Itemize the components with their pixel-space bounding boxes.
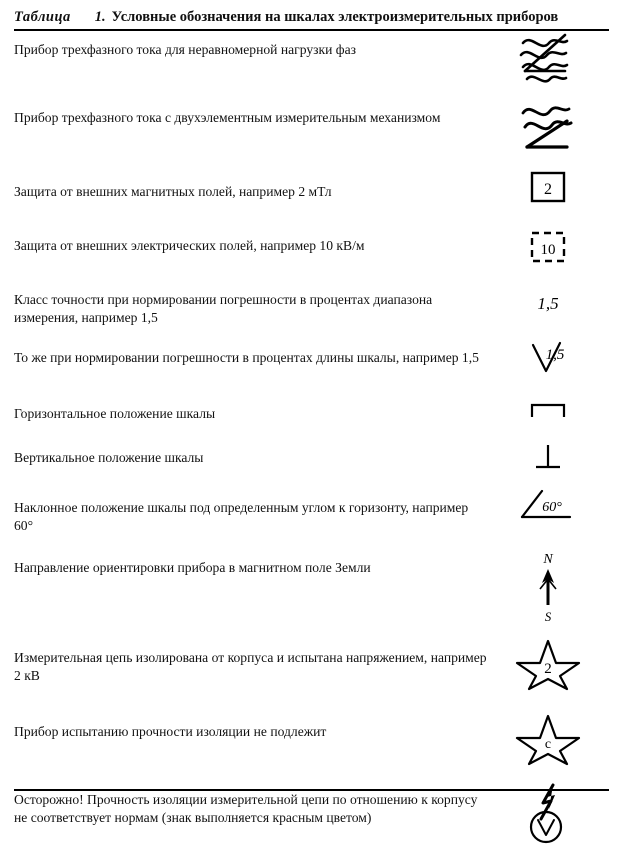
- row-symbol: [488, 549, 609, 635]
- row-symbol: [488, 487, 609, 549]
- electric-shield-dashed-box-icon: [493, 227, 603, 271]
- three-phase-two-element-icon: [493, 97, 603, 157]
- symbol-label: 2: [544, 181, 553, 199]
- table-row: [14, 283, 609, 339]
- table-row: [14, 549, 609, 635]
- table-row: [14, 339, 609, 397]
- row-description: Защита от внешних электрических полей, например 10 кВ/м: [14, 238, 365, 254]
- table-row: [14, 635, 609, 711]
- row-symbol: [488, 397, 609, 441]
- table-row: [14, 441, 609, 487]
- symbol-label: 60°: [542, 500, 563, 516]
- inclined-scale-position-icon: [493, 487, 603, 527]
- row-description: Прибор трехфазного тока с двухэлементным измерительным механизмом: [14, 110, 441, 126]
- table-row: [14, 97, 609, 167]
- table-row: [14, 779, 609, 861]
- star-no-test-icon: [493, 711, 603, 767]
- row-symbol: [488, 167, 609, 227]
- three-phase-uneven-load-icon: [493, 31, 603, 93]
- bottom-divider: [14, 789, 609, 791]
- table-row: [14, 397, 609, 441]
- caption-text: Условные обозначения на шкалах электроизмерительных приборов: [111, 9, 559, 25]
- row-description: Направление ориентировки прибора в магнитном поле Земли: [14, 560, 371, 576]
- vertical-scale-position-icon: [493, 441, 603, 475]
- symbol-label: 1,5: [537, 294, 560, 314]
- row-description: Осторожно! Прочность изоляции измерительной цепи по отношению к корпусу не соответствует нормам (знак выполняется красным цветом): [14, 792, 478, 826]
- symbol-label: 1,5: [546, 347, 565, 364]
- horizontal-scale-position-icon: [493, 397, 603, 427]
- symbol-label: с: [545, 737, 552, 753]
- caption-number: 1.: [94, 9, 106, 25]
- row-symbol: [488, 779, 609, 861]
- row-symbol: [488, 97, 609, 167]
- row-description: То же при нормировании погрешности в процентах длины шкалы, например 1,5: [14, 350, 479, 366]
- row-description: Вертикальное положение шкалы: [14, 450, 204, 466]
- symbol-label: 2: [544, 661, 553, 678]
- row-symbol: [488, 31, 609, 97]
- row-description: Измерительная цепь изолирована от корпуса и испытана напряжением, например 2 кВ: [14, 650, 487, 684]
- row-symbol: [488, 441, 609, 487]
- row-symbol: [488, 339, 609, 397]
- symbols-table: [14, 31, 609, 861]
- magnetic-shield-box-icon: [493, 167, 603, 209]
- table-row: [14, 31, 609, 97]
- caption-word: Таблица: [14, 9, 71, 25]
- table-row: [14, 167, 609, 227]
- table-row: [14, 487, 609, 549]
- symbol-label: 10: [540, 242, 556, 259]
- accuracy-class-range-icon: [493, 283, 603, 323]
- compass-south-label: S: [545, 609, 552, 625]
- accuracy-class-scale-length-icon: [493, 339, 603, 383]
- row-description: Горизонтальное положение шкалы: [14, 406, 216, 422]
- row-description: Защита от внешних магнитных полей, например 2 мТл: [14, 184, 332, 200]
- row-symbol: [488, 227, 609, 283]
- table-caption: [14, 0, 609, 26]
- row-description: Класс точности при нормировании погрешности в процентах диапазона измерения, например 1,5: [14, 292, 433, 326]
- table-row: [14, 227, 609, 283]
- compass-orientation-icon: [493, 549, 603, 625]
- table-row: [14, 711, 609, 779]
- row-symbol: [488, 283, 609, 339]
- row-description: Прибор испытанию прочности изоляции не подлежит: [14, 724, 327, 740]
- row-description: Прибор трехфазного тока для неравномерной нагрузки фаз: [14, 42, 356, 58]
- row-symbol: [488, 635, 609, 711]
- compass-north-label: N: [543, 552, 554, 568]
- star-test-voltage-icon: [493, 635, 603, 693]
- row-symbol: [488, 711, 609, 779]
- row-description: Наклонное положение шкалы под определенным углом к горизонту, например 60°: [14, 500, 469, 534]
